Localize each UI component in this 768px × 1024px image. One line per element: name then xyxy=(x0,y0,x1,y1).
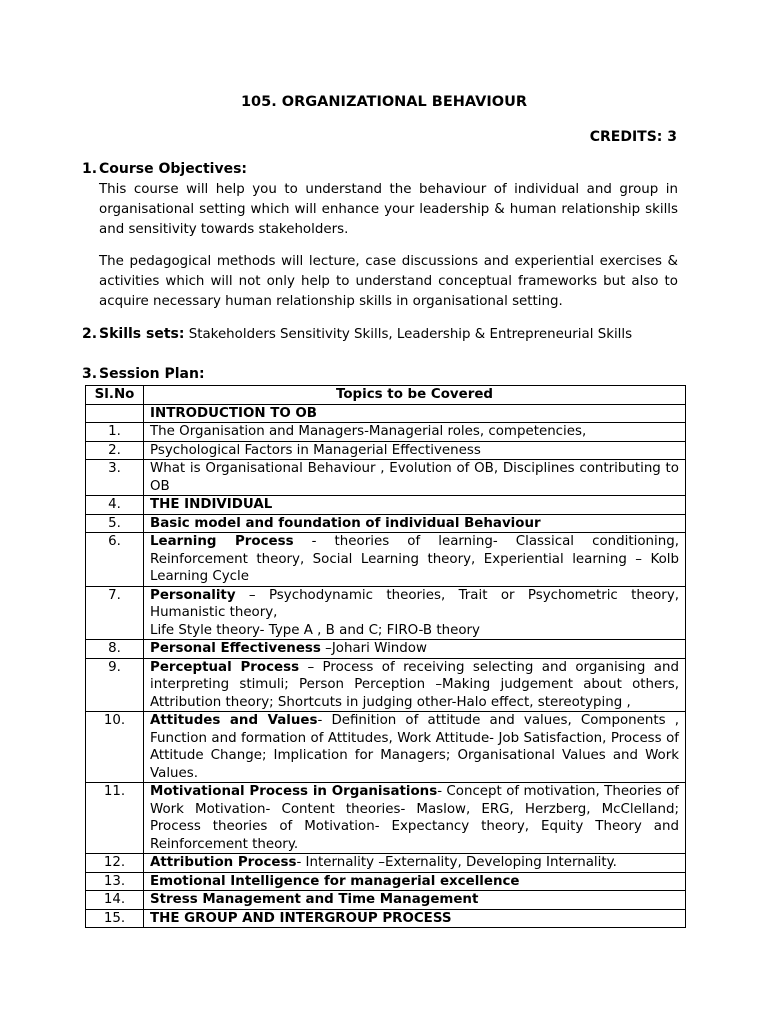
table-row xyxy=(86,891,686,910)
table-header-row xyxy=(86,386,686,405)
row-number: 1. xyxy=(86,423,144,442)
topic-text: Psychological Factors in Managerial Effectiveness xyxy=(150,442,481,458)
table-row xyxy=(86,854,686,873)
table-row xyxy=(86,909,686,928)
table-row xyxy=(86,640,686,659)
row-number: 6. xyxy=(86,533,144,587)
row-topic xyxy=(144,441,686,460)
topic-text: - Internality –Externality, Developing Internality. xyxy=(296,855,617,870)
skills-line xyxy=(82,325,678,344)
row-number: 11. xyxy=(86,783,144,854)
section-number: 1. xyxy=(82,161,98,177)
row-topic xyxy=(144,586,686,640)
table-row xyxy=(86,423,686,442)
row-topic xyxy=(144,872,686,891)
topic-title: Attribution Process xyxy=(150,855,297,870)
row-number: 7. xyxy=(86,586,144,640)
row-topic xyxy=(144,891,686,910)
row-topic xyxy=(144,423,686,442)
table-row xyxy=(86,460,686,496)
objectives-heading xyxy=(82,160,678,179)
row-topic xyxy=(144,514,686,533)
row-topic xyxy=(144,640,686,659)
topic-title: Basic model and foundation of individual Behaviour xyxy=(150,515,541,531)
row-topic xyxy=(144,712,686,783)
row-number: 5. xyxy=(86,514,144,533)
table-row xyxy=(86,441,686,460)
row-topic xyxy=(144,658,686,712)
row-number: 4. xyxy=(86,496,144,515)
topic-title: Stress Management and Time Management xyxy=(150,892,479,907)
row-number: 3. xyxy=(86,460,144,496)
topic-title: Emotional Intelligence for managerial excellence xyxy=(150,873,520,889)
column-header-slno: Sl.No xyxy=(86,386,144,405)
topic-text: - Definition of attitude and values, Components , Function and formation of Attitudes, Work Attitude- Job Satisfaction, Process of Attitude Change; Implication for Managers; Organisational Values and Work Values. xyxy=(150,713,679,781)
section-heading: Skills sets: xyxy=(99,326,185,342)
table-row xyxy=(86,496,686,515)
topic-text: The Organisation and Managers-Managerial roles, competencies, xyxy=(150,424,587,439)
row-topic xyxy=(144,496,686,515)
topic-text: –Johari Window xyxy=(320,641,427,656)
row-number: 15. xyxy=(86,909,144,928)
row-topic xyxy=(144,533,686,587)
row-number: 14. xyxy=(86,891,144,910)
row-number xyxy=(86,404,144,423)
objectives-paragraph-1: This course will help you to understand the behaviour of individual and group in organisational setting which will enhance your leadership & human relationship skills and sensitivity towards stakeholders. xyxy=(99,182,678,237)
row-number: 9. xyxy=(86,658,144,712)
topic-title: Motivational Process in Organisations xyxy=(150,784,438,799)
topic-text-continued: Life Style theory- Type A , B and C; FIRO-B theory xyxy=(150,622,480,638)
table-row xyxy=(86,514,686,533)
table-row xyxy=(86,712,686,783)
row-topic xyxy=(144,404,686,423)
topic-text: - theories of learning- Classical conditioning, Reinforcement theory, Social Learning theory, Experiential learning – Kolb Learning Cycle xyxy=(150,534,679,584)
table-row xyxy=(86,658,686,712)
topic-text: What is Organisational Behaviour , Evolution of OB, Disciplines contributing to OB xyxy=(150,461,679,494)
row-number: 12. xyxy=(86,854,144,873)
skills-text: Stakeholders Sensitivity Skills, Leadership & Entrepreneurial Skills xyxy=(184,327,633,342)
topic-title: Personality xyxy=(150,587,236,603)
topic-title: THE INDIVIDUAL xyxy=(150,497,273,512)
section-heading: Course Objectives: xyxy=(99,161,248,177)
section-number: 2. xyxy=(82,326,98,342)
topic-title: Perceptual Process xyxy=(150,659,300,675)
section-heading: Session Plan: xyxy=(99,366,205,382)
row-number: 2. xyxy=(86,441,144,460)
topic-title: Personal Effectiveness xyxy=(150,641,321,656)
topic-text: – Psychodynamic theories, Trait or Psychometric theory, Humanistic theory, xyxy=(150,587,679,620)
objectives-paragraph-2: The pedagogical methods will lecture, case discussions and experiential exercises & activities which will not only help to understand conceptual frameworks but also to acquire necessary human relationship skills in organisational setting. xyxy=(99,254,678,309)
document-title: 105. ORGANIZATIONAL BEHAVIOUR xyxy=(240,94,528,110)
column-header-topics: Topics to be Covered xyxy=(144,386,686,405)
table-row xyxy=(86,404,686,423)
table-row xyxy=(86,872,686,891)
topic-title: Attitudes and Values xyxy=(150,713,318,728)
row-number: 8. xyxy=(86,640,144,659)
topic-text: – Process of receiving selecting and organising and interpreting stimuli; Person Perception –Making judgement about others, Attribution theory; Shortcuts in judging other-Halo effect, stereotyping , xyxy=(150,659,680,710)
row-number: 13. xyxy=(86,872,144,891)
row-number: 10. xyxy=(86,712,144,783)
table-row xyxy=(86,586,686,640)
topic-title: THE GROUP AND INTERGROUP PROCESS xyxy=(150,910,452,926)
table-row xyxy=(86,783,686,854)
session-plan-heading xyxy=(82,365,678,384)
section-number: 3. xyxy=(82,366,98,382)
row-topic xyxy=(144,460,686,496)
topic-title: INTRODUCTION TO OB xyxy=(150,405,317,421)
topic-text: - Concept of motivation, Theories of Work Motivation- Content theories- Maslow, ERG, Herzberg, McClelland; Process theories of Motivation- Expectancy theory, Equity Theory and Reinforcement theory. xyxy=(150,784,680,852)
table-row xyxy=(86,533,686,587)
row-topic xyxy=(144,783,686,854)
row-topic xyxy=(144,854,686,873)
credits-label: CREDITS: 3 xyxy=(589,129,677,145)
row-topic xyxy=(144,909,686,928)
topic-title: Learning Process xyxy=(150,534,294,549)
session-plan-table xyxy=(85,385,686,928)
table-body xyxy=(86,404,686,928)
